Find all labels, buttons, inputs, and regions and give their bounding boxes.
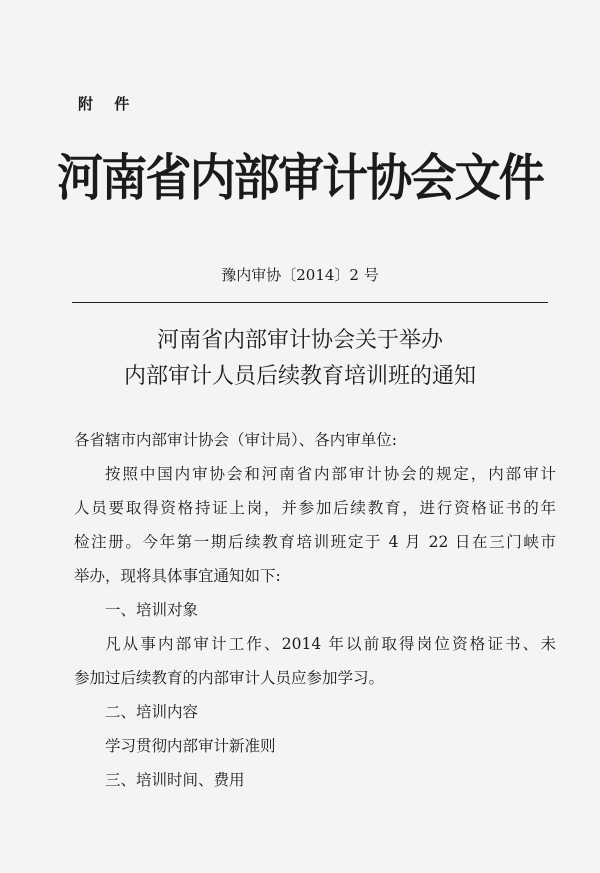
section2-heading: 二、培训内容: [105, 703, 199, 721]
document-number: 豫内审协〔2014〕2 号: [221, 266, 379, 284]
section1-line-2: 参加过后续教育的内部审计人员应参加学习。: [74, 669, 385, 687]
notice-title-line-1: 河南省内部审计协会关于举办: [156, 328, 443, 353]
section1-line-1: 凡从事内部审计工作、2014 年以前取得岗位资格证书、未: [105, 635, 556, 653]
section2-text: 学习贯彻内部审计新准则: [105, 737, 276, 755]
section1-heading: 一、培训对象: [105, 601, 199, 619]
notice-body: [74, 423, 556, 797]
header-divider: [72, 302, 548, 303]
para1-line-1: 按照中国内审协会和河南省内部审计协会的规定，内部审计: [105, 465, 556, 483]
para1-line-2: 人员要取得资格持证上岗，并参加后续教育，进行资格证书的年: [74, 499, 556, 517]
notice-title-line-2: 内部审计人员后续教育培训班的通知: [123, 364, 476, 389]
notice-title: [0, 323, 600, 395]
masthead-title: 河南省内部审计协会文件: [57, 149, 543, 207]
para1-line-4: 举办，现将具体事宜通知如下:: [74, 567, 281, 585]
attachment-label: 附 件: [78, 95, 138, 113]
para1-line-3: 检注册。今年第一期后续教育培训班定于 4 月 22 日在三门峡市: [74, 533, 556, 551]
salutation: 各省辖市内部审计协会（审计局）、各内审单位:: [74, 431, 397, 449]
section3-heading: 三、培训时间、费用: [105, 771, 245, 789]
